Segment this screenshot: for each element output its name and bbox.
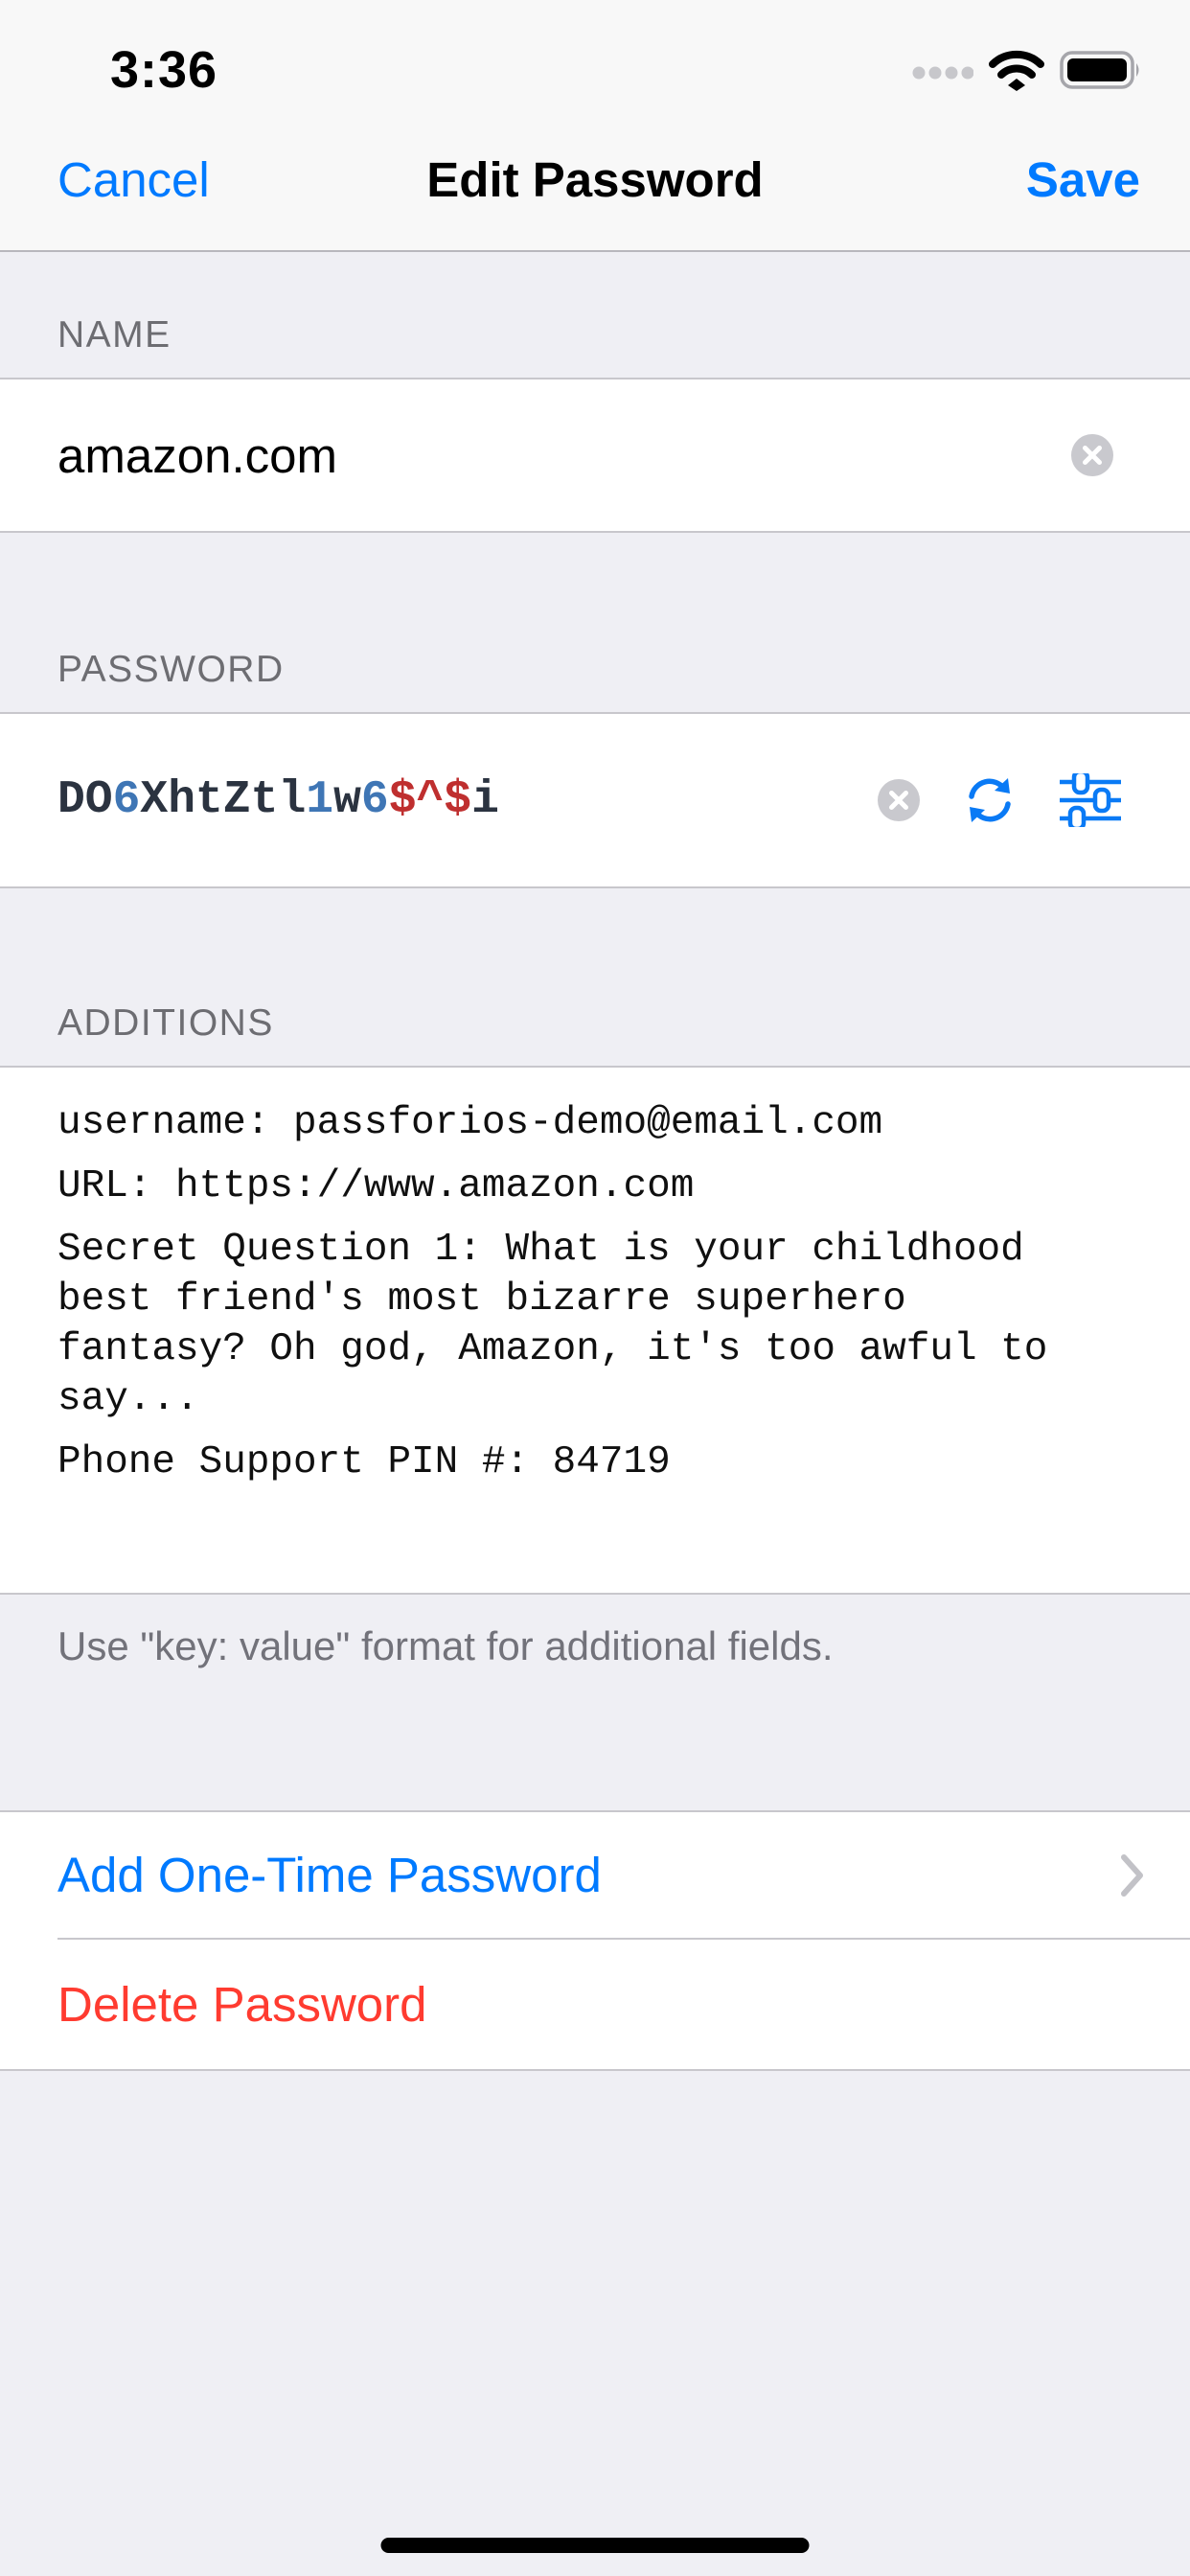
status-icons [912,49,1142,91]
additions-entry [57,1225,1133,1424]
password-segment: 6 [360,774,389,826]
additions-section-header: ADDITIONS [57,1002,274,1044]
password-segment: $^$ [388,774,472,826]
additions-entry [57,1162,1133,1211]
bottom-area [0,2071,1190,2576]
password-settings-button[interactable] [1060,773,1121,827]
wifi-icon [989,49,1044,91]
additions-line: best friend's most bizarre superhero [57,1277,906,1322]
additions-entry [57,1438,1133,1487]
delete-password-label: Delete Password [57,1977,427,2032]
password-section-header: PASSWORD [57,649,285,690]
refresh-icon [964,775,1016,825]
action-group [0,1810,1190,2071]
password-segment: 6 [112,774,141,826]
additions-line: Phone Support PIN #: 84719 [57,1440,671,1484]
password-input[interactable] [57,774,878,826]
cellular-signal-icon [912,60,973,80]
additions-line: fantasy? Oh god, Amazon, it's too awful to [57,1327,1048,1371]
password-segment: 1 [306,774,334,826]
additions-line: say... [57,1377,199,1421]
password-segment: XhtZtl [140,774,307,826]
additions-footnote: Use "key: value" format for additional fields. [57,1623,834,1668]
name-section-header: NAME [57,314,172,356]
chevron-right-icon [1120,1852,1145,1898]
additions-line: URL: https://www.amazon.com [57,1164,695,1208]
home-indicator[interactable] [381,2538,810,2553]
additions-editor[interactable] [0,1066,1190,1595]
add-otp-label: Add One-Time Password [57,1848,602,1902]
password-segment: DO [57,774,113,826]
additions-entry [57,1098,1133,1148]
password-generate-button[interactable] [964,775,1016,825]
sliders-icon [1060,773,1121,827]
delete-password-button[interactable] [0,1940,1190,2069]
cancel-button[interactable]: Cancel [57,152,210,207]
additions-line: username: passforios-demo@email.com [57,1101,883,1145]
name-input[interactable]: amazon.com [57,427,337,483]
add-otp-button[interactable] [0,1812,1190,1938]
password-field-row [0,712,1190,888]
name-field-row [0,378,1190,533]
name-clear-button[interactable] [1071,434,1113,476]
battery-icon [1060,51,1142,89]
status-bar [0,0,1190,123]
clear-icon [878,779,920,821]
nav-bar [0,123,1190,250]
password-clear-button[interactable] [878,779,920,821]
clock-label: 3:36 [110,41,218,99]
top-bars [0,0,1190,252]
password-segment: i [471,774,499,826]
password-segment: w [333,774,361,826]
save-button[interactable]: Save [1025,152,1140,207]
page-title: Edit Password [426,152,764,207]
additions-line: Secret Question 1: What is your childhood [57,1228,1024,1272]
clear-icon [1071,434,1113,476]
